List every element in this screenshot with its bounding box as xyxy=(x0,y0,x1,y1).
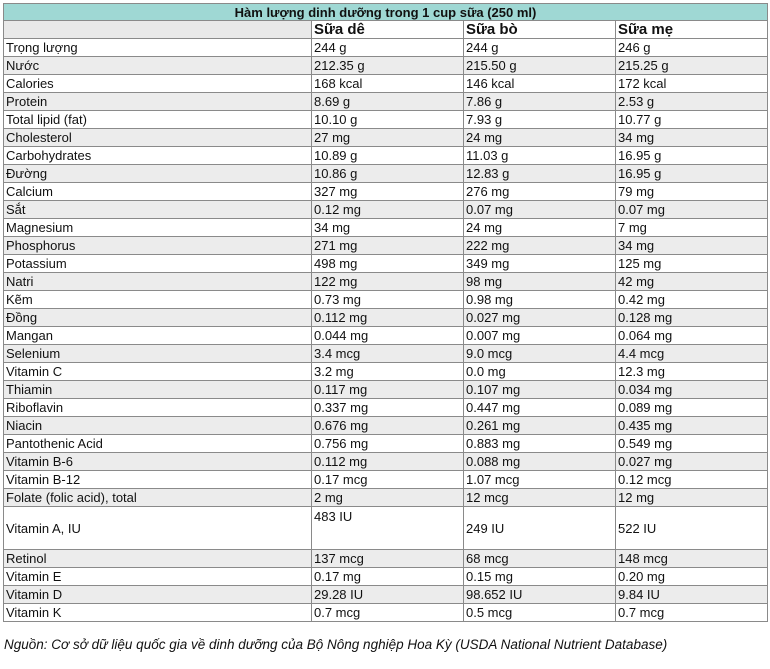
row-label: Calcium xyxy=(4,183,312,201)
row-label: Vitamin D xyxy=(4,586,312,604)
table-row xyxy=(4,381,768,399)
row-value: 11.03 g xyxy=(464,147,616,165)
row-label: Vitamin A, IU xyxy=(4,507,312,550)
row-value: 246 g xyxy=(616,39,768,57)
row-value: 0.42 mg xyxy=(616,291,768,309)
row-value: 0.447 mg xyxy=(464,399,616,417)
row-value: 42 mg xyxy=(616,273,768,291)
row-value: 0.12 mg xyxy=(312,201,464,219)
row-value: 0.064 mg xyxy=(616,327,768,345)
column-header-breast-milk: Sữa mẹ xyxy=(616,21,768,39)
row-label: Niacin xyxy=(4,417,312,435)
row-value: 0.261 mg xyxy=(464,417,616,435)
row-value: 10.10 g xyxy=(312,111,464,129)
table-row xyxy=(4,75,768,93)
row-value: 0.007 mg xyxy=(464,327,616,345)
row-value: 168 kcal xyxy=(312,75,464,93)
table-row xyxy=(4,165,768,183)
table-row xyxy=(4,255,768,273)
row-label: Cholesterol xyxy=(4,129,312,147)
row-label: Sắt xyxy=(4,201,312,219)
table-row xyxy=(4,273,768,291)
row-value: 10.86 g xyxy=(312,165,464,183)
row-value: 0.20 mg xyxy=(616,568,768,586)
table-body xyxy=(4,39,768,622)
row-value: 249 IU xyxy=(464,507,616,550)
row-value: 0.15 mg xyxy=(464,568,616,586)
row-value: 16.95 g xyxy=(616,165,768,183)
table-row xyxy=(4,586,768,604)
table-title: Hàm lượng dinh dưỡng trong 1 cup sữa (250 ml) xyxy=(4,4,768,21)
table-row xyxy=(4,568,768,586)
row-value: 9.84 IU xyxy=(616,586,768,604)
row-value: 0.883 mg xyxy=(464,435,616,453)
table-row xyxy=(4,129,768,147)
row-value: 24 mg xyxy=(464,129,616,147)
row-label: Calories xyxy=(4,75,312,93)
row-value: 222 mg xyxy=(464,237,616,255)
row-value: 125 mg xyxy=(616,255,768,273)
row-label: Đường xyxy=(4,165,312,183)
row-label: Selenium xyxy=(4,345,312,363)
row-value: 122 mg xyxy=(312,273,464,291)
row-value: 12.3 mg xyxy=(616,363,768,381)
row-value: 0.027 mg xyxy=(616,453,768,471)
row-value: 0.549 mg xyxy=(616,435,768,453)
row-value: 0.5 mcg xyxy=(464,604,616,622)
row-value: 4.4 mcg xyxy=(616,345,768,363)
row-value: 24 mg xyxy=(464,219,616,237)
row-value: 98.652 IU xyxy=(464,586,616,604)
row-value: 0.435 mg xyxy=(616,417,768,435)
row-label: Retinol xyxy=(4,550,312,568)
row-value: 0.98 mg xyxy=(464,291,616,309)
table-row xyxy=(4,309,768,327)
column-header-goat-milk: Sữa dê xyxy=(312,21,464,39)
row-value: 7 mg xyxy=(616,219,768,237)
row-value: 522 IU xyxy=(616,507,768,550)
row-label: Đồng xyxy=(4,309,312,327)
row-label: Vitamin B-12 xyxy=(4,471,312,489)
row-value: 244 g xyxy=(312,39,464,57)
table-row xyxy=(4,93,768,111)
row-label: Vitamin E xyxy=(4,568,312,586)
row-label: Vitamin B-6 xyxy=(4,453,312,471)
row-value: 2 mg xyxy=(312,489,464,507)
row-value: 98 mg xyxy=(464,273,616,291)
table-row xyxy=(4,39,768,57)
row-value: 0.112 mg xyxy=(312,453,464,471)
table-row xyxy=(4,219,768,237)
row-value: 483 IU xyxy=(312,507,464,550)
table-row xyxy=(4,507,768,550)
table-row xyxy=(4,435,768,453)
row-value: 79 mg xyxy=(616,183,768,201)
row-label: Phosphorus xyxy=(4,237,312,255)
row-label: Natri xyxy=(4,273,312,291)
row-value: 0.7 mcg xyxy=(616,604,768,622)
row-value: 7.86 g xyxy=(464,93,616,111)
row-label: Protein xyxy=(4,93,312,111)
row-value: 212.35 g xyxy=(312,57,464,75)
row-value: 0.17 mcg xyxy=(312,471,464,489)
row-label: Mangan xyxy=(4,327,312,345)
row-value: 349 mg xyxy=(464,255,616,273)
row-value: 9.0 mcg xyxy=(464,345,616,363)
table-row xyxy=(4,345,768,363)
row-value: 172 kcal xyxy=(616,75,768,93)
table-row xyxy=(4,237,768,255)
row-value: 0.07 mg xyxy=(616,201,768,219)
table-row xyxy=(4,57,768,75)
table-row xyxy=(4,363,768,381)
row-label: Nước xyxy=(4,57,312,75)
row-value: 0.112 mg xyxy=(312,309,464,327)
row-value: 16.95 g xyxy=(616,147,768,165)
row-value: 244 g xyxy=(464,39,616,57)
row-value: 0.117 mg xyxy=(312,381,464,399)
row-value: 1.07 mcg xyxy=(464,471,616,489)
row-value: 2.53 g xyxy=(616,93,768,111)
row-label: Carbohydrates xyxy=(4,147,312,165)
table-row xyxy=(4,201,768,219)
row-value: 0.0 mg xyxy=(464,363,616,381)
row-value: 0.676 mg xyxy=(312,417,464,435)
row-label: Vitamin K xyxy=(4,604,312,622)
table-row xyxy=(4,489,768,507)
row-label: Magnesium xyxy=(4,219,312,237)
row-value: 0.337 mg xyxy=(312,399,464,417)
table-row xyxy=(4,399,768,417)
row-value: 0.088 mg xyxy=(464,453,616,471)
column-header-cow-milk: Sữa bò xyxy=(464,21,616,39)
row-value: 27 mg xyxy=(312,129,464,147)
row-value: 0.044 mg xyxy=(312,327,464,345)
row-label: Folate (folic acid), total xyxy=(4,489,312,507)
row-value: 12 mg xyxy=(616,489,768,507)
row-label: Potassium xyxy=(4,255,312,273)
table-row xyxy=(4,291,768,309)
row-value: 68 mcg xyxy=(464,550,616,568)
row-value: 8.69 g xyxy=(312,93,464,111)
row-value: 34 mg xyxy=(616,237,768,255)
header-blank xyxy=(4,21,312,39)
row-value: 271 mg xyxy=(312,237,464,255)
row-value: 12 mcg xyxy=(464,489,616,507)
row-value: 137 mcg xyxy=(312,550,464,568)
row-value: 215.50 g xyxy=(464,57,616,75)
table-row xyxy=(4,550,768,568)
table-row xyxy=(4,417,768,435)
row-label: Total lipid (fat) xyxy=(4,111,312,129)
row-value: 0.089 mg xyxy=(616,399,768,417)
table-row xyxy=(4,471,768,489)
row-label: Thiamin xyxy=(4,381,312,399)
row-value: 10.89 g xyxy=(312,147,464,165)
row-value: 12.83 g xyxy=(464,165,616,183)
row-value: 3.2 mg xyxy=(312,363,464,381)
row-value: 0.128 mg xyxy=(616,309,768,327)
row-value: 0.107 mg xyxy=(464,381,616,399)
row-value: 34 mg xyxy=(616,129,768,147)
row-value: 7.93 g xyxy=(464,111,616,129)
table-row xyxy=(4,327,768,345)
row-label: Vitamin C xyxy=(4,363,312,381)
row-value: 3.4 mcg xyxy=(312,345,464,363)
row-value: 0.17 mg xyxy=(312,568,464,586)
table-row xyxy=(4,453,768,471)
row-value: 0.756 mg xyxy=(312,435,464,453)
table-row xyxy=(4,183,768,201)
row-label: Trọng lượng xyxy=(4,39,312,57)
row-value: 148 mcg xyxy=(616,550,768,568)
row-value: 29.28 IU xyxy=(312,586,464,604)
row-value: 0.027 mg xyxy=(464,309,616,327)
row-label: Kẽm xyxy=(4,291,312,309)
row-label: Pantothenic Acid xyxy=(4,435,312,453)
row-value: 276 mg xyxy=(464,183,616,201)
row-value: 0.07 mg xyxy=(464,201,616,219)
table-row xyxy=(4,147,768,165)
row-value: 0.7 mcg xyxy=(312,604,464,622)
nutrition-table xyxy=(3,3,768,622)
table-row xyxy=(4,604,768,622)
row-value: 34 mg xyxy=(312,219,464,237)
row-value: 498 mg xyxy=(312,255,464,273)
source-note: Nguồn: Cơ sở dữ liệu quốc gia về dinh dưỡng của Bộ Nông nghiệp Hoa Kỳ (USDA National Nutrient Database) xyxy=(4,637,668,652)
row-value: 215.25 g xyxy=(616,57,768,75)
row-value: 327 mg xyxy=(312,183,464,201)
row-value: 146 kcal xyxy=(464,75,616,93)
table-row xyxy=(4,111,768,129)
row-label: Riboflavin xyxy=(4,399,312,417)
row-value: 0.12 mcg xyxy=(616,471,768,489)
row-value: 0.73 mg xyxy=(312,291,464,309)
row-value: 10.77 g xyxy=(616,111,768,129)
row-value: 0.034 mg xyxy=(616,381,768,399)
